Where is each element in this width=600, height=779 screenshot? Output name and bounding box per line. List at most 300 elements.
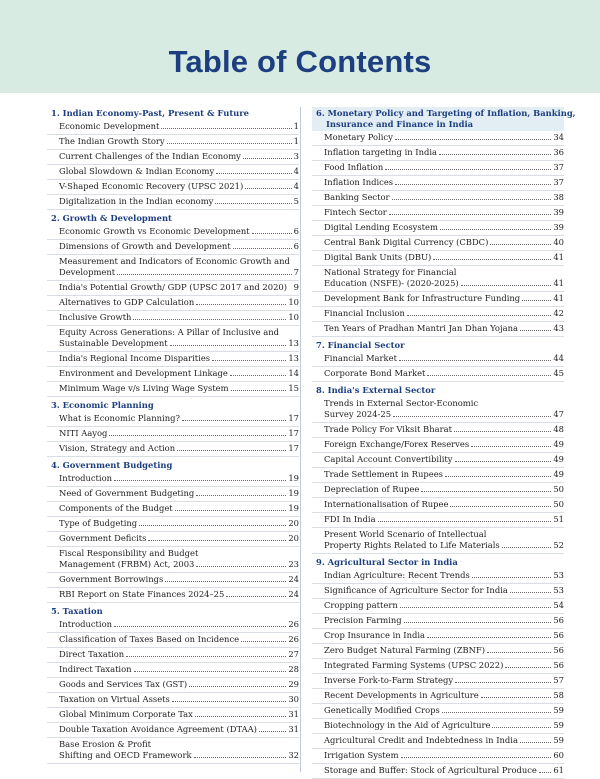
section-heading-text: 2. Growth & Development xyxy=(51,213,172,223)
toc-leader-dots xyxy=(520,741,551,743)
toc-leader-dots xyxy=(177,449,286,451)
toc-entry-text: Government Deficits xyxy=(59,533,147,543)
toc-entry-text: Dimensions of Growth and Development xyxy=(59,241,231,251)
toc-entry[interactable] xyxy=(47,502,299,517)
section-heading xyxy=(47,399,299,412)
toc-entry-text: India's Regional Income Disparities xyxy=(59,353,211,363)
toc-entry[interactable] xyxy=(312,749,564,764)
toc-page-number: 61 xyxy=(553,765,564,775)
section-heading-text: 6. Monetary Policy and Targeting of Inflation, Banking, xyxy=(316,108,576,118)
toc-entry-text: Sustainable Development xyxy=(59,338,168,348)
toc-entry-row xyxy=(324,765,564,776)
section-heading xyxy=(312,339,564,352)
toc-leader-dots xyxy=(439,153,551,155)
toc-entry[interactable] xyxy=(312,498,564,513)
toc-entry-row xyxy=(59,338,299,349)
toc-entry-row xyxy=(59,518,299,529)
toc-entry-text: Fintech Sector xyxy=(324,207,387,217)
toc-page-number: 39 xyxy=(553,207,564,217)
toc-entry-row xyxy=(59,589,299,600)
toc-entry-row xyxy=(59,724,299,735)
toc-leader-dots xyxy=(175,509,287,511)
toc-entry-text: Financial Inclusion xyxy=(324,308,405,318)
section-heading-text: 8. India's External Sector xyxy=(316,385,436,395)
toc-entry[interactable] xyxy=(312,251,564,266)
toc-leader-dots xyxy=(487,651,551,653)
toc-entry[interactable] xyxy=(312,644,564,659)
toc-entry-row xyxy=(59,267,299,278)
toc-leader-dots xyxy=(399,359,551,361)
toc-page-number: 53 xyxy=(553,585,564,595)
page-title: Table of Contents xyxy=(168,44,432,79)
toc-entry-text: Storage and Buffer: Stock of Agricultural Produce xyxy=(324,765,537,775)
toc-page-number: 49 xyxy=(553,469,564,479)
toc-entry-text: Recent Developments in Agriculture xyxy=(324,690,479,700)
toc-entry-text: Irrigation System xyxy=(324,750,399,760)
toc-page-number: 39 xyxy=(553,222,564,232)
toc-entry-row xyxy=(324,675,564,686)
toc-leader-dots xyxy=(455,681,551,683)
toc-page-number: 50 xyxy=(553,484,564,494)
toc-entry[interactable] xyxy=(47,150,299,165)
toc-entry-row xyxy=(324,645,564,656)
toc-entry-text: Integrated Farming Systems (UPSC 2022) xyxy=(324,660,504,670)
toc-leader-dots xyxy=(170,344,287,346)
toc-page-number: 59 xyxy=(553,705,564,715)
toc-page-number: 38 xyxy=(553,192,564,202)
toc-leader-dots xyxy=(472,576,552,578)
toc-entry-row xyxy=(324,540,564,551)
toc-entry[interactable] xyxy=(312,131,564,146)
toc-leader-dots xyxy=(385,168,551,170)
toc-entry-row xyxy=(324,207,564,218)
toc-page-number: 24 xyxy=(288,574,299,584)
toc-page-number: 49 xyxy=(553,439,564,449)
toc-leader-dots xyxy=(134,670,287,672)
toc-entry[interactable] xyxy=(47,352,299,367)
toc-leader-dots xyxy=(196,494,286,496)
toc-entry-text: What is Economic Planning? xyxy=(59,413,180,423)
toc-entry-text: Foreign Exchange/Forex Reserves xyxy=(324,439,470,449)
column-divider xyxy=(300,107,301,772)
toc-leader-dots xyxy=(433,258,551,260)
toc-entry-text: India's Potential Growth/ GDP (UPSC 2017 and 2020) xyxy=(59,282,288,292)
toc-entry[interactable] xyxy=(312,438,564,453)
toc-page-number: 27 xyxy=(288,649,299,659)
section-heading xyxy=(312,384,564,397)
toc-entry-text: Economic Development xyxy=(59,121,160,131)
toc-page-number: 20 xyxy=(288,518,299,528)
toc-entry-row xyxy=(59,312,299,323)
toc-page-number: 19 xyxy=(288,503,299,513)
toc-entry[interactable] xyxy=(312,704,564,719)
toc-leader-dots xyxy=(259,730,286,732)
toc-entry-text: Components of the Budget xyxy=(59,503,173,513)
toc-leader-dots xyxy=(389,213,552,215)
toc-leader-dots xyxy=(114,625,286,627)
section-heading-text: 1. Indian Economy-Past, Present & Future xyxy=(51,108,250,118)
toc-entry-row xyxy=(324,570,564,581)
toc-leader-dots xyxy=(117,273,292,275)
toc-entry-text: Government Borrowings xyxy=(59,574,164,584)
toc-entry-row xyxy=(324,237,564,248)
toc-entry-row xyxy=(324,323,564,334)
toc-entry[interactable] xyxy=(312,397,564,423)
toc-page-number: 31 xyxy=(288,724,299,734)
toc-page-number: 47 xyxy=(553,409,564,419)
toc-entry-row xyxy=(59,297,299,308)
toc-entry[interactable] xyxy=(47,326,299,352)
toc-entry-text: Global Minimum Corporate Tax xyxy=(59,709,193,719)
toc-leader-dots xyxy=(502,546,552,548)
toc-entry[interactable] xyxy=(47,472,299,487)
toc-entry-row xyxy=(59,679,299,690)
toc-entry-text: Inverse Fork-to-Farm Strategy xyxy=(324,675,454,685)
toc-entry[interactable] xyxy=(312,629,564,644)
toc-page-number: 60 xyxy=(553,750,564,760)
toc-leader-dots xyxy=(401,756,552,758)
toc-entry-row xyxy=(59,709,299,720)
toc-entry-text-line1: National Strategy for Financial xyxy=(324,267,457,277)
toc-entry[interactable] xyxy=(47,547,299,573)
toc-entry[interactable] xyxy=(312,307,564,322)
toc-page-number: 4 xyxy=(293,166,299,176)
toc-entry[interactable] xyxy=(47,693,299,708)
toc-entry-row xyxy=(59,181,299,192)
toc-entry-row xyxy=(59,368,299,379)
toc-leader-dots xyxy=(490,243,551,245)
toc-leader-dots xyxy=(189,685,286,687)
toc-entry-text-line1: Measurement and Indicators of Economic Growth and xyxy=(59,256,290,266)
toc-entry-row xyxy=(324,454,564,465)
toc-page-number: 43 xyxy=(553,323,564,333)
toc-entry-text: Property Rights Related to Life Materials xyxy=(324,540,500,550)
toc-leader-dots xyxy=(126,655,286,657)
toc-leader-dots xyxy=(440,228,551,230)
toc-leader-dots xyxy=(216,172,291,174)
toc-leader-dots xyxy=(505,666,551,668)
toc-entry[interactable] xyxy=(312,569,564,584)
toc-entry-row xyxy=(324,750,564,761)
toc-entry-text: Food Inflation xyxy=(324,162,384,172)
toc-entry-row xyxy=(324,192,564,203)
toc-entry[interactable] xyxy=(47,738,299,764)
toc-entry[interactable] xyxy=(312,146,564,161)
toc-entry-text-line1: Trends in External Sector-Economic xyxy=(324,398,479,408)
section-heading-text-line2: Insurance and Finance in India xyxy=(326,119,474,129)
toc-entry-text: Capital Account Convertibility xyxy=(324,454,453,464)
toc-entry[interactable] xyxy=(312,206,564,221)
toc-entry-text: Genetically Modified Crops xyxy=(324,705,440,715)
toc-entry-text: Digital Lending Ecosystem xyxy=(324,222,438,232)
toc-page-number: 51 xyxy=(553,514,564,524)
toc-leader-dots xyxy=(522,299,551,301)
toc-entry[interactable] xyxy=(312,266,564,292)
toc-entry-row xyxy=(324,469,564,480)
toc-entry[interactable] xyxy=(47,573,299,588)
toc-entry-text: FDI In India xyxy=(324,514,376,524)
toc-page-number: 10 xyxy=(288,297,299,307)
toc-entry[interactable] xyxy=(47,487,299,502)
toc-page-number: 57 xyxy=(553,675,564,685)
toc-leader-dots xyxy=(230,374,286,376)
toc-entry-text: Taxation on Virtual Assets xyxy=(59,694,170,704)
section-heading-text: 7. Financial Sector xyxy=(316,340,405,350)
toc-entry-text: Monetary Policy xyxy=(324,132,393,142)
toc-entry[interactable] xyxy=(312,322,564,337)
toc-entry-row xyxy=(59,488,299,499)
toc-entry[interactable] xyxy=(312,453,564,468)
toc-leader-dots xyxy=(182,419,286,421)
toc-entry[interactable] xyxy=(312,352,564,367)
toc-leader-dots xyxy=(492,726,551,728)
toc-entry[interactable] xyxy=(312,161,564,176)
toc-leader-dots xyxy=(454,430,551,432)
toc-entry-row xyxy=(59,664,299,675)
toc-page-number: 56 xyxy=(553,630,564,640)
toc-page-number: 23 xyxy=(288,559,299,569)
toc-entry-row xyxy=(324,615,564,626)
toc-page-number: 59 xyxy=(553,735,564,745)
toc-entry-text: Financial Market xyxy=(324,353,397,363)
toc-entry-text: Global Slowdown & Indian Economy xyxy=(59,166,215,176)
toc-entry-text: The Indian Growth Story xyxy=(59,136,165,146)
toc-page-number: 17 xyxy=(288,428,299,438)
toc-entry[interactable] xyxy=(47,517,299,532)
toc-leader-dots xyxy=(243,157,292,159)
toc-page-number: 24 xyxy=(288,589,299,599)
toc-leader-dots xyxy=(196,565,286,567)
toc-page-number: 14 xyxy=(288,368,299,378)
toc-entry[interactable] xyxy=(47,240,299,255)
toc-entry[interactable] xyxy=(47,165,299,180)
toc-entry[interactable] xyxy=(312,674,564,689)
toc-entry-text: Development xyxy=(59,267,116,277)
toc-entry-row xyxy=(59,136,299,147)
toc-left-column xyxy=(47,107,299,764)
toc-entry[interactable] xyxy=(47,633,299,648)
toc-page-number: 56 xyxy=(553,645,564,655)
toc-page-number: 50 xyxy=(553,499,564,509)
toc-entry[interactable] xyxy=(47,708,299,723)
toc-entry[interactable] xyxy=(312,236,564,251)
section-heading xyxy=(47,107,299,120)
toc-entry-text: Alternatives to GDP Calculation xyxy=(59,297,195,307)
toc-entry-row xyxy=(59,533,299,544)
toc-page-number: 31 xyxy=(288,709,299,719)
toc-entry-row xyxy=(59,413,299,424)
toc-leader-dots xyxy=(450,505,551,507)
toc-leader-dots xyxy=(212,359,286,361)
toc-entry-row xyxy=(59,649,299,660)
toc-entry[interactable] xyxy=(312,689,564,704)
toc-page-number: 20 xyxy=(288,533,299,543)
toc-entry-text: Shifting and OECD Framework xyxy=(59,750,192,760)
toc-entry[interactable] xyxy=(47,311,299,326)
toc-entry-row xyxy=(324,252,564,263)
toc-entry-text: Digitalization in the Indian economy xyxy=(59,196,214,206)
toc-page-number: 17 xyxy=(288,443,299,453)
toc-entry-row xyxy=(324,720,564,731)
toc-entry[interactable] xyxy=(47,382,299,397)
toc-page-number: 45 xyxy=(553,368,564,378)
section-heading xyxy=(47,212,299,225)
toc-page-number: 36 xyxy=(553,147,564,157)
toc-entry[interactable] xyxy=(47,225,299,240)
toc-entry[interactable] xyxy=(47,723,299,738)
toc-page-number: 30 xyxy=(288,694,299,704)
toc-entry[interactable] xyxy=(47,281,299,296)
toc-page-number: 1 xyxy=(293,121,299,131)
toc-entry[interactable] xyxy=(47,427,299,442)
toc-entry-text: Development Bank for Infrastructure Funding xyxy=(324,293,521,303)
toc-entry[interactable] xyxy=(312,734,564,749)
toc-leader-dots xyxy=(252,232,292,234)
toc-entry-row xyxy=(59,619,299,630)
toc-leader-dots xyxy=(194,756,287,758)
toc-leader-dots xyxy=(245,187,291,189)
toc-entry[interactable] xyxy=(47,442,299,457)
toc-leader-dots xyxy=(133,318,286,320)
toc-entry-row xyxy=(324,660,564,671)
section-heading xyxy=(312,556,564,569)
toc-entry-row xyxy=(324,585,564,596)
toc-entry[interactable] xyxy=(47,618,299,633)
toc-page-number: 15 xyxy=(288,383,299,393)
toc-entry[interactable] xyxy=(47,195,299,210)
toc-entry[interactable] xyxy=(47,648,299,663)
toc-page-number: 9 xyxy=(293,282,299,292)
toc-leader-dots xyxy=(539,771,551,773)
toc-page-number: 53 xyxy=(553,570,564,580)
toc-entry[interactable] xyxy=(47,412,299,427)
toc-entry[interactable] xyxy=(312,221,564,236)
toc-leader-dots xyxy=(161,127,291,129)
toc-entry-text: Introduction xyxy=(59,619,113,629)
toc-page-number: 54 xyxy=(553,600,564,610)
toc-entry-row xyxy=(324,278,564,289)
toc-entry-row xyxy=(324,484,564,495)
toc-page-number: 13 xyxy=(288,338,299,348)
section-heading xyxy=(47,605,299,618)
toc-entry-text: Internationalisation of Rupee xyxy=(324,499,449,509)
toc-entry[interactable] xyxy=(312,659,564,674)
toc-entry-text-line1: Equity Across Generations: A Pillar of Inclusive and xyxy=(59,327,279,337)
toc-leader-dots xyxy=(400,606,552,608)
toc-entry-row xyxy=(324,439,564,450)
toc-entry[interactable] xyxy=(47,255,299,281)
toc-entry-row xyxy=(324,424,564,435)
toc-entry[interactable] xyxy=(47,663,299,678)
toc-page-number: 26 xyxy=(288,634,299,644)
toc-leader-dots xyxy=(109,434,286,436)
section-heading-text: 5. Taxation xyxy=(51,606,103,616)
toc-leader-dots xyxy=(393,415,551,417)
toc-entry-row xyxy=(59,226,299,237)
toc-entry[interactable] xyxy=(312,764,564,779)
toc-entry-text: Double Taxation Avoidance Agreement (DTAA) xyxy=(59,724,257,734)
toc-page-number: 28 xyxy=(288,664,299,674)
toc-entry-text: Corporate Bond Market xyxy=(324,368,426,378)
toc-entry[interactable] xyxy=(312,423,564,438)
toc-leader-dots xyxy=(233,247,292,249)
toc-page-number: 41 xyxy=(553,278,564,288)
toc-entry[interactable] xyxy=(312,614,564,629)
toc-entry-row xyxy=(59,443,299,454)
toc-entry[interactable] xyxy=(47,180,299,195)
toc-leader-dots xyxy=(510,591,551,593)
toc-entry-text: Environment and Development Linkage xyxy=(59,368,228,378)
toc-entry-row xyxy=(59,282,299,293)
toc-entry-row xyxy=(59,634,299,645)
toc-leader-dots xyxy=(520,329,551,331)
toc-page-number: 19 xyxy=(288,488,299,498)
toc-entry-row xyxy=(324,600,564,611)
toc-page-number: 29 xyxy=(288,679,299,689)
toc-entry[interactable] xyxy=(312,191,564,206)
toc-entry-text: Direct Taxation xyxy=(59,649,125,659)
toc-page-number: 3 xyxy=(293,151,299,161)
toc-entry[interactable] xyxy=(47,678,299,693)
toc-entry-row xyxy=(59,353,299,364)
toc-leader-dots xyxy=(471,445,551,447)
toc-entry[interactable] xyxy=(47,135,299,150)
toc-entry[interactable] xyxy=(47,296,299,311)
toc-entry[interactable] xyxy=(47,367,299,382)
toc-entry[interactable] xyxy=(312,528,564,554)
toc-page-number: 7 xyxy=(293,267,299,277)
toc-entry[interactable] xyxy=(312,584,564,599)
toc-entry[interactable] xyxy=(47,532,299,547)
toc-entry-row xyxy=(59,503,299,514)
toc-entry-text: Crop Insurance in India xyxy=(324,630,426,640)
toc-entry-row xyxy=(59,151,299,162)
toc-entry-text: Indian Agriculture: Recent Trends xyxy=(324,570,470,580)
toc-entry-text: Management (FRBM) Act, 2003 xyxy=(59,559,195,569)
toc-entry-row xyxy=(59,694,299,705)
toc-entry-row xyxy=(324,368,564,379)
toc-entry[interactable] xyxy=(312,599,564,614)
toc-leader-dots xyxy=(195,715,286,717)
toc-leader-dots xyxy=(148,539,286,541)
toc-page-number: 56 xyxy=(553,615,564,625)
toc-entry[interactable] xyxy=(312,367,564,382)
toc-entry-text: Inflation Indices xyxy=(324,177,394,187)
toc-entry-row xyxy=(324,735,564,746)
toc-entry-text: V-Shaped Economic Recovery (UPSC 2021) xyxy=(59,181,244,191)
toc-leader-dots xyxy=(392,198,552,200)
toc-entry-text: Need of Government Budgeting xyxy=(59,488,195,498)
section-heading-text: 3. Economic Planning xyxy=(51,400,154,410)
toc-page-number: 41 xyxy=(553,252,564,262)
toc-entry[interactable] xyxy=(312,483,564,498)
toc-entry-row xyxy=(59,121,299,132)
toc-leader-dots xyxy=(407,314,551,316)
toc-entry-row xyxy=(324,409,564,420)
toc-entry-row xyxy=(59,241,299,252)
toc-entry-text: Banking Sector xyxy=(324,192,390,202)
toc-entry-text: Education (NSFE)- (2020-2025) xyxy=(324,278,459,288)
toc-entry[interactable] xyxy=(47,588,299,603)
toc-entry[interactable] xyxy=(312,468,564,483)
toc-entry[interactable] xyxy=(312,719,564,734)
section-heading-text: 9. Agricultural Sector in India xyxy=(316,557,458,567)
toc-entry[interactable] xyxy=(312,513,564,528)
toc-entry[interactable] xyxy=(312,176,564,191)
toc-entry[interactable] xyxy=(47,120,299,135)
toc-entry[interactable] xyxy=(312,292,564,307)
toc-page-number: 19 xyxy=(288,473,299,483)
